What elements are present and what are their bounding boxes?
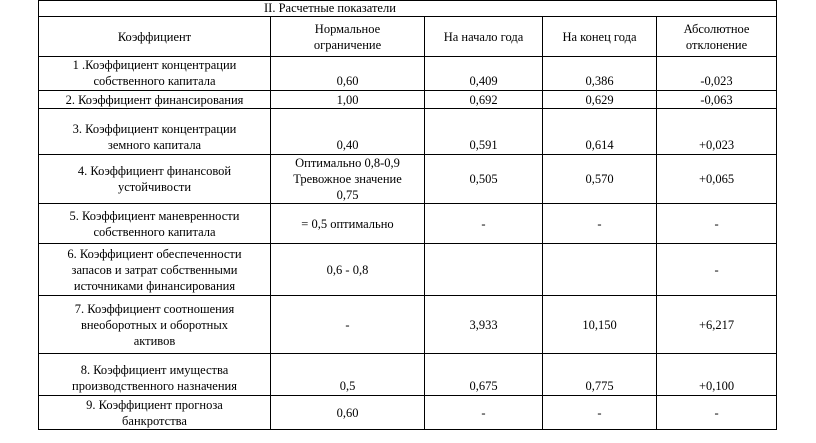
normal-limit-cell: 0,40 — [271, 109, 425, 155]
end-of-year-cell: 0,570 — [543, 155, 657, 204]
start-of-year-cell: - — [425, 396, 543, 430]
header-normal-limit: Нормальное ограничение — [271, 17, 425, 57]
start-of-year-cell: 0,409 — [425, 57, 543, 91]
end-of-year-cell: - — [543, 396, 657, 430]
absolute-deviation-cell: +0,023 — [657, 109, 777, 155]
coefficient-name-cell: 6. Коэффициент обеспеченности запасов и затрат собственными источниками финансирования — [39, 244, 271, 296]
table-row — [39, 354, 777, 396]
coefficient-name-cell: 1 .Коэффициент концентрации собственного капитала — [39, 57, 271, 91]
table-row — [39, 396, 777, 430]
section-title-row — [39, 1, 777, 17]
header-start-of-year: На начало года — [425, 17, 543, 57]
start-of-year-cell: 3,933 — [425, 296, 543, 354]
start-of-year-cell: - — [425, 204, 543, 244]
header-absolute-deviation: Абсолютное отклонение — [657, 17, 777, 57]
normal-limit-cell: 0,5 — [271, 354, 425, 396]
end-of-year-cell: - — [543, 204, 657, 244]
table-body — [39, 57, 777, 430]
normal-limit-cell: Оптимально 0,8-0,9 Тревожное значение 0,75 — [271, 155, 425, 204]
end-of-year-cell: 0,386 — [543, 57, 657, 91]
calculated-indicators-table-container — [38, 0, 776, 428]
end-of-year-cell: 0,614 — [543, 109, 657, 155]
coefficient-name-cell: 7. Коэффициент соотношения внеоборотных и оборотных активов — [39, 296, 271, 354]
table-row — [39, 109, 777, 155]
coefficient-name-cell: 8. Коэффициент имущества производственного назначения — [39, 354, 271, 396]
start-of-year-cell: 0,692 — [425, 91, 543, 109]
end-of-year-cell: 10,150 — [543, 296, 657, 354]
end-of-year-cell: 0,629 — [543, 91, 657, 109]
start-of-year-cell — [425, 244, 543, 296]
normal-limit-cell: 0,60 — [271, 396, 425, 430]
coefficient-name-cell: 5. Коэффициент маневренности собственного капитала — [39, 204, 271, 244]
normal-limit-cell: = 0,5 оптимально — [271, 204, 425, 244]
table-row — [39, 244, 777, 296]
normal-limit-cell: 1,00 — [271, 91, 425, 109]
table-row — [39, 296, 777, 354]
end-of-year-cell: 0,775 — [543, 354, 657, 396]
normal-limit-cell: 0,6 - 0,8 — [271, 244, 425, 296]
absolute-deviation-cell: - — [657, 244, 777, 296]
absolute-deviation-cell: - — [657, 204, 777, 244]
table-row — [39, 57, 777, 91]
header-row — [39, 17, 777, 57]
absolute-deviation-cell: - — [657, 396, 777, 430]
absolute-deviation-cell: +6,217 — [657, 296, 777, 354]
absolute-deviation-cell: -0,023 — [657, 57, 777, 91]
coefficient-name-cell: 3. Коэффициент концентрации земного капитала — [39, 109, 271, 155]
calculated-indicators-table — [38, 0, 777, 430]
absolute-deviation-cell: +0,100 — [657, 354, 777, 396]
start-of-year-cell: 0,505 — [425, 155, 543, 204]
header-end-of-year: На конец года — [543, 17, 657, 57]
absolute-deviation-cell: -0,063 — [657, 91, 777, 109]
coefficient-name-cell: 9. Коэффициент прогноза банкротства — [39, 396, 271, 430]
absolute-deviation-cell: +0,065 — [657, 155, 777, 204]
start-of-year-cell: 0,591 — [425, 109, 543, 155]
coefficient-name-cell: 4. Коэффициент финансовой устойчивости — [39, 155, 271, 204]
normal-limit-cell: 0,60 — [271, 57, 425, 91]
section-title: II. Расчетные показатели — [39, 1, 777, 17]
normal-limit-cell: - — [271, 296, 425, 354]
header-coefficient: Коэффициент — [39, 17, 271, 57]
table-row — [39, 155, 777, 204]
table-row — [39, 91, 777, 109]
start-of-year-cell: 0,675 — [425, 354, 543, 396]
table-edge — [776, 0, 777, 16]
table-row — [39, 204, 777, 244]
coefficient-name-cell: 2. Коэффициент финансирования — [39, 91, 271, 109]
end-of-year-cell — [543, 244, 657, 296]
